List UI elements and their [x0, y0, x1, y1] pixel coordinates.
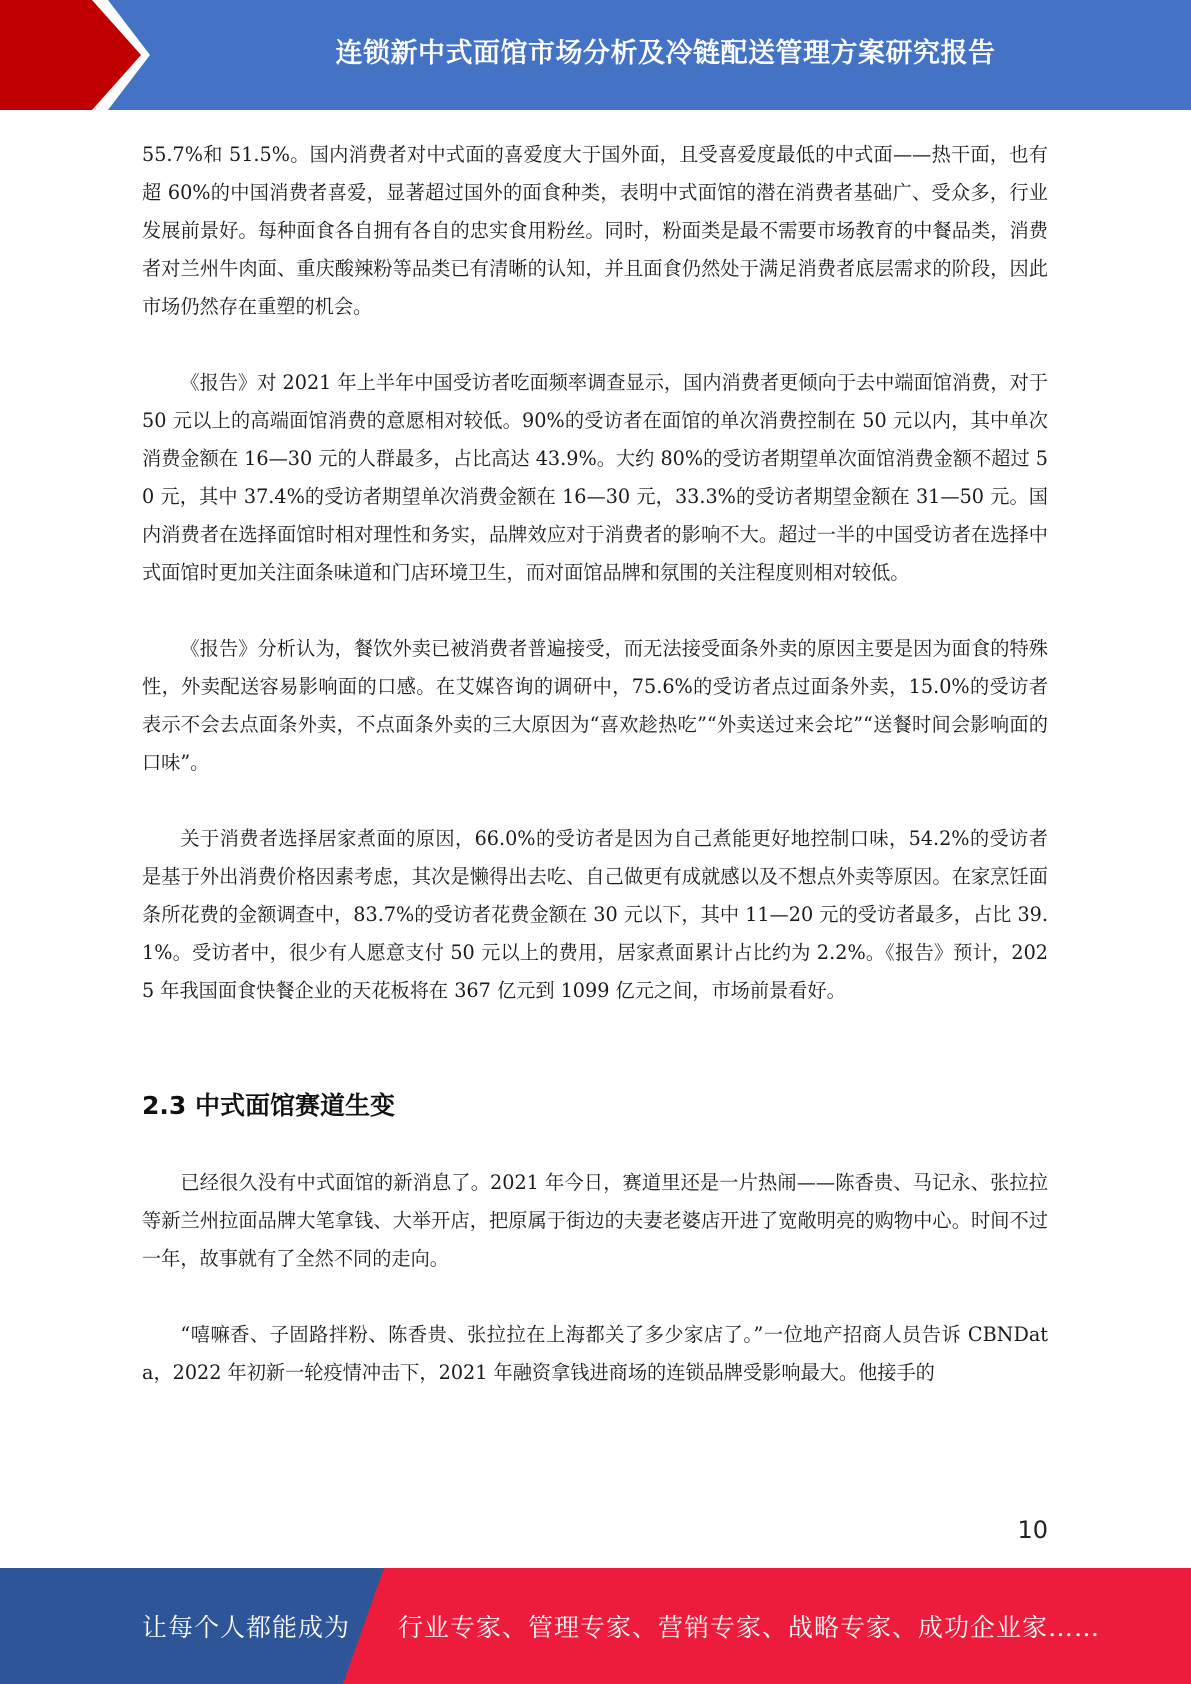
- footer-slogan-left: 让每个人都能成为: [142, 1613, 351, 1642]
- paragraph-section-intro: 已经很久没有中式面馆的新消息了。2021 年今日，赛道里还是一片热闹——陈香贵、马记永、张拉拉等新兰州拉面品牌大笔拿钱、大举开店，把原属于街边的夫妻老婆店开进了宽敞明亮的购物中心。时间不过一年，故事就有了全然不同的走向。: [142, 1171, 1048, 1270]
- paragraph-section-quote: “嘻嘛香、子固路拌粉、陈香贵、张拉拉在上海都关了多少家店了。”一位地产招商人员告诉 CBNData，2022 年初新一轮疫情冲击下，2021 年融资拿钱进商场的连锁品牌受影响最大。他接手的: [142, 1323, 1048, 1384]
- header-banner: [0, 0, 1191, 110]
- section-heading: 2.3 中式面馆赛道生变: [142, 1091, 395, 1120]
- document-title: 连锁新中式面馆市场分析及冷链配送管理方案研究报告: [335, 37, 996, 69]
- main-content: [142, 136, 1048, 1392]
- paragraph-takeaway: 《报告》分析认为，餐饮外卖已被消费者普遍接受，而无法接受面条外卖的原因主要是因为面食的特殊性，外卖配送容易影响面的口感。在艾媒咨询的调研中，75.6%的受访者点过面条外卖，15.0%的受访者表示不会去点面条外卖，不点面条外卖的三大原因为“喜欢趁热吃”“外卖送过来会坨”“送餐时间会影响面的口味”。: [142, 637, 1048, 774]
- paragraph-home-cooking: 关于消费者选择居家煮面的原因，66.0%的受访者是因为自己煮能更好地控制口味，54.2%的受访者是基于外出消费价格因素考虑，其次是懒得出去吃、自己做更有成就感以及不想点外卖等原因。在家烹饪面条所花费的金额调查中，83.7%的受访者花费金额在 30 元以下，其中 11—20 元的受访者最多，占比 39.1%。受访者中，很少有人愿意支付 50 元以上的费用，居家煮面累计占比约为 2.2%。《报告》预计，2025 年我国面食快餐企业的天花板将在 367 亿元到 1099 亿元之间，市场前景看好。: [142, 827, 1048, 1002]
- page-number: 10: [1017, 1516, 1048, 1544]
- footer-slogan-right: 行业专家、管理专家、营销专家、战略专家、成功企业家……: [398, 1613, 1101, 1642]
- paragraph-continued: 55.7%和 51.5%。国内消费者对中式面的喜爱度大于国外面，且受喜爱度最低的中式面——热干面，也有超 60%的中国消费者喜爱，显著超过国外的面食种类，表明中式面馆的潜在消费者基础广、受众多，行业发展前景好。每种面食各自拥有各自的忠实食用粉丝。同时，粉面类是最不需要市场教育的中餐品类，消费者对兰州牛肉面、重庆酸辣粉等品类已有清晰的认知，并且面食仍然处于满足消费者底层需求的阶段，因此市场仍然存在重塑的机会。: [142, 143, 1048, 318]
- footer-banner: [0, 1568, 1191, 1684]
- paragraph-dining-frequency: 《报告》对 2021 年上半年中国受访者吃面频率调查显示，国内消费者更倾向于去中端面馆消费，对于 50 元以上的高端面馆消费的意愿相对较低。90%的受访者在面馆的单次消费控制在 50 元以内，其中单次消费金额在 16—30 元的人群最多，占比高达 43.9%。大约 80%的受访者期望单次面馆消费金额不超过 50 元，其中 37.4%的受访者期望单次消费金额在 16—30 元，33.3%的受访者期望金额在 31—50 元。国内消费者在选择面馆时相对理性和务实，品牌效应对于消费者的影响不大。超过一半的中国受访者在选择中式面馆时更加关注面条味道和门店环境卫生，而对面馆品牌和氛围的关注程度则相对较低。: [142, 371, 1048, 584]
